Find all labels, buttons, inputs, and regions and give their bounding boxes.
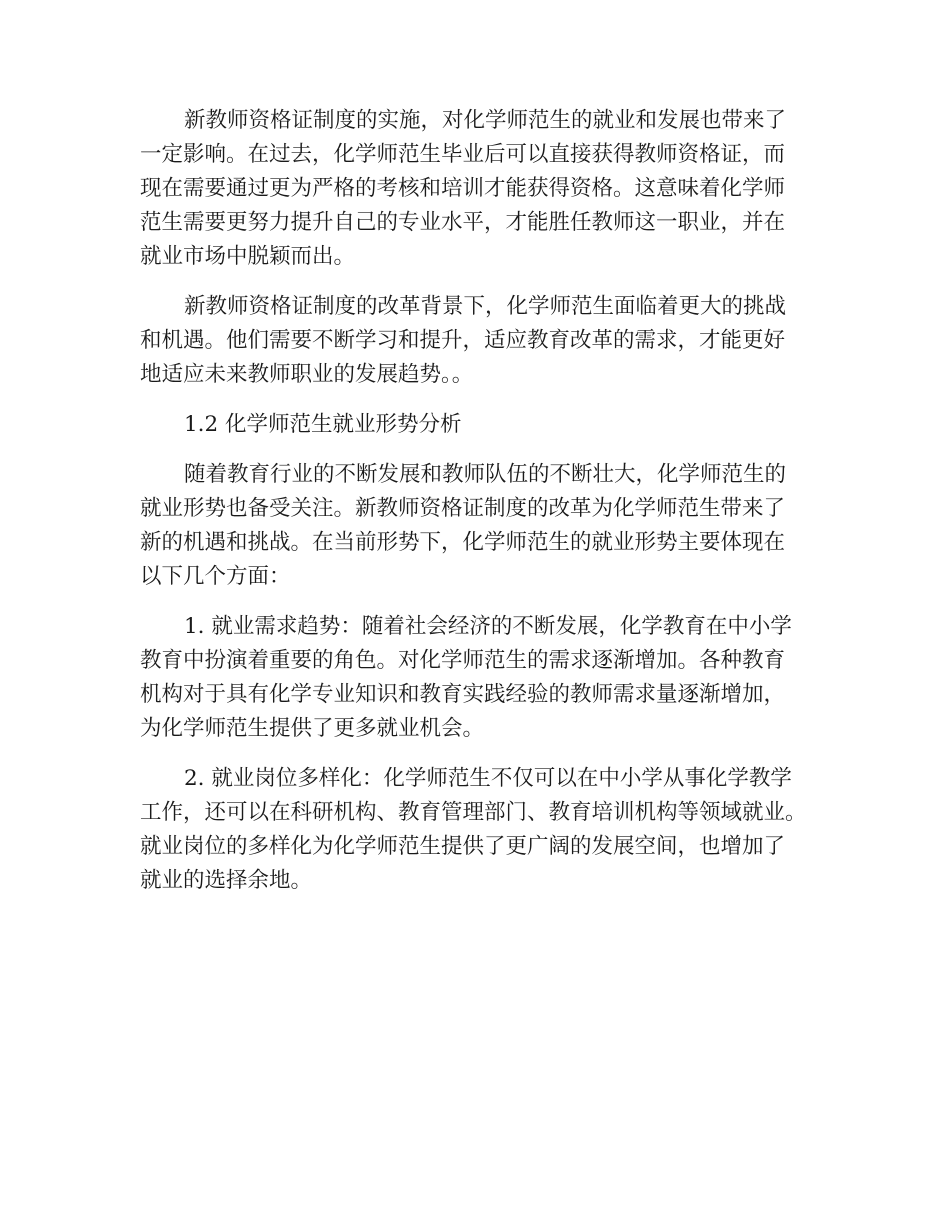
text-line: 就业岗位的多样化为化学师范生提供了更广阔的发展空间，也增加了 [140, 834, 786, 859]
text-line: 1. 就业需求趋势：随着社会经济的不断发展，化学教育在中小学 [184, 614, 792, 639]
paragraph-teacher-certificate-impact [140, 104, 840, 274]
text-line: 一定影响。在过去，化学师范生毕业后可以直接获得教师资格证，而 [140, 142, 786, 167]
text-line: 以下几个方面： [140, 564, 291, 589]
text-line: 和机遇。他们需要不断学习和提升，适应教育改革的需求，才能更好 [140, 328, 786, 353]
paragraph-employment-situation-intro [140, 458, 840, 594]
text-line: 就业市场中脱颖而出。 [140, 244, 356, 269]
text-line: 新教师资格证制度的改革背景下，化学师范生面临着更大的挑战 [184, 294, 787, 319]
text-line: 机构对于具有化学专业知识和教育实践经验的教师需求量逐渐增加， [140, 682, 786, 707]
text-line: 工作，还可以在科研机构、教育管理部门、教育培训机构等领域就业。 [140, 800, 807, 825]
text-line: 现在需要通过更为严格的考核和培训才能获得资格。这意味着化学师 [140, 176, 786, 201]
text-line: 新教师资格证制度的实施，对化学师范生的就业和发展也带来了 [184, 108, 787, 133]
text-line: 就业形势也备受关注。新教师资格证制度的改革为化学师范生带来了 [140, 496, 786, 521]
text-line: 范生需要更努力提升自己的专业水平，才能胜任教师这一职业，并在 [140, 210, 786, 235]
section-heading-text: 1.2 化学师范生就业形势分析 [184, 412, 462, 437]
paragraph-reform-background [140, 290, 840, 392]
section-heading-1-2 [140, 408, 840, 442]
text-line: 随着教育行业的不断发展和教师队伍的不断壮大，化学师范生的 [184, 462, 787, 487]
list-item-job-diversification [140, 762, 840, 898]
text-line: 新的机遇和挑战。在当前形势下，化学师范生的就业形势主要体现在 [140, 530, 786, 555]
text-line: 就业的选择余地。 [140, 868, 313, 893]
text-line: 为化学师范生提供了更多就业机会。 [140, 716, 485, 741]
text-line: 2. 就业岗位多样化：化学师范生不仅可以在中小学从事化学教学 [184, 766, 792, 791]
document-page [140, 104, 840, 914]
list-item-employment-demand [140, 610, 840, 746]
text-line: 教育中扮演着重要的角色。对化学师范生的需求逐渐增加。各种教育 [140, 648, 786, 673]
text-line: 地适应未来教师职业的发展趋势。。 [140, 362, 474, 387]
